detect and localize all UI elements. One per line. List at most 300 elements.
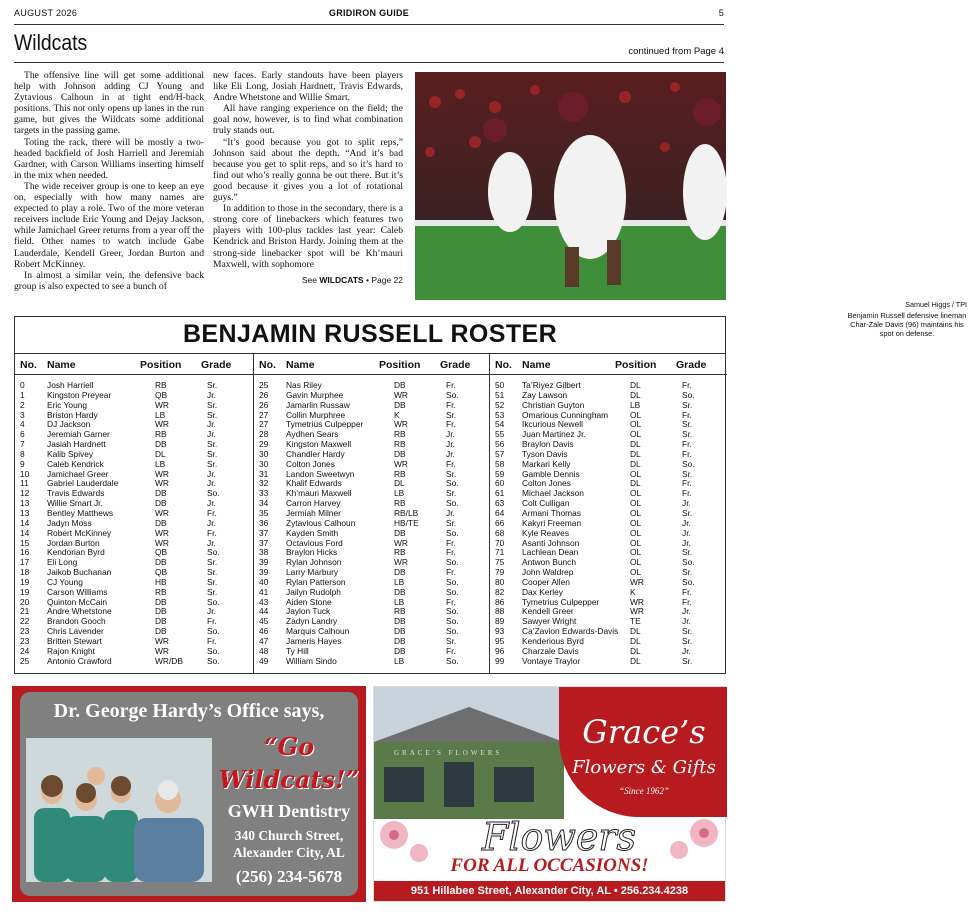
player-position: DL xyxy=(155,448,166,459)
player-number: 15 xyxy=(20,537,30,548)
player-number: 88 xyxy=(495,606,505,617)
player-position: WR xyxy=(155,419,169,430)
player-name: Brandon Gooch xyxy=(47,616,106,627)
player-number: 43 xyxy=(259,596,269,607)
player-position: DB xyxy=(155,616,167,627)
player-number: 80 xyxy=(495,576,505,587)
player-grade: Fr. xyxy=(682,586,692,597)
player-position: RB xyxy=(394,547,406,558)
florist-ad[interactable] xyxy=(373,686,726,902)
player-position: OL xyxy=(630,488,642,499)
player-name: Collin Murphree xyxy=(286,409,346,420)
player-name: Antwon Bunch xyxy=(522,557,577,568)
player-position: WR xyxy=(394,419,408,430)
player-name: Colt Culligan xyxy=(522,498,570,509)
player-name: Jamarlin Russaw xyxy=(286,399,350,410)
player-name: Kenderious Byrd xyxy=(522,635,584,646)
player-grade: So. xyxy=(682,458,695,469)
player-number: 9 xyxy=(20,458,25,469)
player-number: 41 xyxy=(259,586,269,597)
roster-rows xyxy=(15,381,253,666)
player-name: Chris Lavender xyxy=(47,626,104,637)
player-number: 93 xyxy=(495,626,505,637)
player-grade: Jr. xyxy=(207,478,216,489)
player-name: CJ Young xyxy=(47,576,83,587)
roster-header-row xyxy=(254,353,491,375)
player-name: Omarious Cunningham xyxy=(522,409,609,420)
player-position: RB xyxy=(155,586,167,597)
player-number: 99 xyxy=(495,655,505,666)
header-name: Name xyxy=(286,359,315,371)
player-grade: Sr. xyxy=(682,655,693,666)
player-position: WR xyxy=(630,596,644,607)
article-paragraph: In addition to those in the secondary, there is a strong core of linebackers which features two players with 100-plus tackles last year: Caleb Kendrick and Briston Hardy. Joining them at the strong-side linebacker spot will be Kh’mauri Maxwell, with sophomore xyxy=(213,203,403,270)
player-grade: Sr. xyxy=(446,409,457,420)
player-position: DB xyxy=(394,586,406,597)
player-name: Tymetrius Culpepper xyxy=(522,596,600,607)
player-name: Charzale Davis xyxy=(522,645,579,656)
player-number: 23 xyxy=(20,626,30,637)
header-no: No. xyxy=(259,359,276,371)
photo-caption-text: Benjamin Russell defensive lineman Char-Zale Davis (96) maintains his spot on defense. xyxy=(847,311,967,338)
player-grade: So. xyxy=(446,576,459,587)
player-grade: So. xyxy=(446,616,459,627)
player-grade: Fr. xyxy=(207,616,217,627)
roster-header-row xyxy=(490,353,727,375)
florist-since: “Since 1962” xyxy=(619,786,669,796)
player-number: 50 xyxy=(495,380,505,390)
player-position: LB xyxy=(630,399,641,410)
player-number: 71 xyxy=(495,547,505,558)
player-grade: Fr. xyxy=(682,448,692,459)
player-position: DL xyxy=(630,389,641,400)
header-grade: Grade xyxy=(440,359,471,371)
player-name: Briston Hardy xyxy=(47,409,98,420)
player-number: 54 xyxy=(495,419,505,430)
player-number: 52 xyxy=(495,399,505,410)
player-name: DJ Jackson xyxy=(47,419,91,430)
player-number: 21 xyxy=(20,606,30,617)
player-grade: So. xyxy=(682,576,695,587)
player-grade: Sr. xyxy=(682,567,693,578)
business-address xyxy=(216,827,362,861)
player-number: 68 xyxy=(495,527,505,538)
player-position: DB xyxy=(394,635,406,646)
player-name: Rajon Knight xyxy=(47,645,95,656)
header-rule xyxy=(14,24,724,25)
player-name: Kyle Reaves xyxy=(522,527,570,538)
player-number: 89 xyxy=(495,616,505,627)
player-position: LB xyxy=(394,655,405,666)
player-position: WR xyxy=(155,399,169,410)
player-position: DL xyxy=(394,478,405,489)
player-position: DL xyxy=(630,645,641,656)
header-no: No. xyxy=(20,359,37,371)
player-name: John Waldrep xyxy=(522,567,574,578)
player-number: 11 xyxy=(20,478,29,489)
player-name: Zay Lawson xyxy=(522,389,568,400)
page-number: 5 xyxy=(718,8,724,18)
player-name: Jadyn Moss xyxy=(47,517,92,528)
player-number: 53 xyxy=(495,409,505,420)
player-grade: Sr. xyxy=(682,507,693,518)
player-grade: Sr. xyxy=(446,635,457,646)
business-name: GWH Dentistry xyxy=(227,801,351,821)
player-name: Juan Martinez Jr. xyxy=(522,429,586,440)
player-name: Braylon Davis xyxy=(522,439,574,450)
player-name: Jordan Burton xyxy=(47,537,100,548)
publication-name: GRIDIRON GUIDE xyxy=(328,8,410,18)
player-position: WR xyxy=(155,527,169,538)
player-grade: So. xyxy=(446,586,459,597)
player-number: 47 xyxy=(259,635,269,646)
player-number: 31 xyxy=(259,468,269,479)
player-position: DB xyxy=(394,527,406,538)
player-grade: Sr. xyxy=(207,458,218,469)
player-grade: So. xyxy=(207,488,220,499)
player-position: DB xyxy=(155,498,167,509)
ad-headline: Dr. George Hardy’s Office says, xyxy=(53,700,325,722)
player-number: 0 xyxy=(20,380,25,390)
player-name: Cooper Allen xyxy=(522,576,570,587)
player-name: Kakyri Freeman xyxy=(522,517,582,528)
player-position: WR/DB xyxy=(155,655,183,666)
player-position: QB xyxy=(155,547,168,558)
player-name: Michael Jackson xyxy=(522,488,584,499)
page-header xyxy=(14,8,724,22)
continued-note: continued from Page 4 xyxy=(628,46,724,57)
player-grade: Sr. xyxy=(446,488,457,499)
player-grade: Sr. xyxy=(682,626,693,637)
player-position: OL xyxy=(630,527,642,538)
player-number: 34 xyxy=(259,498,269,509)
florist-subtitle: Flowers & Gifts xyxy=(572,757,716,778)
player-number: 37 xyxy=(259,527,269,538)
player-name: Braylon Hicks xyxy=(286,547,338,558)
player-grade: Fr. xyxy=(682,488,692,499)
player-position: K xyxy=(394,409,400,420)
player-position: DL xyxy=(630,478,641,489)
player-number: 57 xyxy=(495,448,505,459)
header-position: Position xyxy=(140,359,182,371)
player-position: OL xyxy=(630,567,642,578)
football-photo-art xyxy=(415,72,726,300)
player-number: 64 xyxy=(495,507,505,518)
player-grade: Fr. xyxy=(207,507,217,518)
player-number: 18 xyxy=(20,567,30,578)
florist-tagline: FOR ALL OCCASIONS! xyxy=(450,855,649,876)
player-position: WR xyxy=(155,478,169,489)
player-name: Bentley Matthews xyxy=(47,507,114,518)
player-grade: Fr. xyxy=(446,419,456,430)
player-grade: Jr. xyxy=(207,419,216,430)
player-name: Caleb Kendrick xyxy=(47,458,104,469)
staff-photo xyxy=(26,738,212,882)
player-grade: Sr. xyxy=(207,380,218,390)
player-name: Rylan Patterson xyxy=(286,576,346,587)
player-position: RB xyxy=(394,498,406,509)
player-grade: Sr. xyxy=(446,468,457,479)
player-name: Ikcurious Newell xyxy=(522,419,583,430)
player-grade: Sr. xyxy=(682,429,693,440)
player-position: DL xyxy=(630,380,641,390)
player-grade: Fr. xyxy=(446,645,456,656)
player-grade: So. xyxy=(446,606,459,617)
player-name: Sawyer Wright xyxy=(522,616,577,627)
player-name: Gavin Murphee xyxy=(286,389,344,400)
player-grade: So. xyxy=(207,596,220,607)
slogan-line-1: “Go xyxy=(263,732,315,761)
player-name: Antonio Crawford xyxy=(47,655,112,666)
player-grade: Sr. xyxy=(682,399,693,410)
player-grade: Fr. xyxy=(682,439,692,450)
player-name: Kalib Spivey xyxy=(47,448,94,459)
player-number: 33 xyxy=(259,488,269,499)
player-grade: So. xyxy=(446,389,459,400)
player-position: QB xyxy=(155,389,168,400)
roster-row xyxy=(15,657,253,667)
player-number: 10 xyxy=(20,468,30,479)
player-number: 45 xyxy=(259,616,269,627)
player-position: DL xyxy=(630,439,641,450)
article-column-1 xyxy=(14,70,204,292)
player-grade: So. xyxy=(446,655,459,666)
player-position: WR xyxy=(155,635,169,646)
player-name: Christian Guyton xyxy=(522,399,585,410)
player-number: 16 xyxy=(20,547,30,558)
player-name: Andre Whetstone xyxy=(47,606,112,617)
player-grade: Fr. xyxy=(682,409,692,420)
player-name: Gabriel Lauderdale xyxy=(47,478,119,489)
roster-column-2 xyxy=(253,353,491,673)
player-name: Armani Thomas xyxy=(522,507,581,518)
player-name: Khalif Edwards xyxy=(286,478,342,489)
player-number: 70 xyxy=(495,537,505,548)
player-position: TE xyxy=(630,616,641,627)
player-position: LB xyxy=(155,458,166,469)
jump-prefix: See xyxy=(301,274,317,285)
player-grade: Jr. xyxy=(207,537,216,548)
article-column-2 xyxy=(213,70,403,286)
player-name: Aiden Stone xyxy=(286,596,332,607)
player-name: Markari Kelly xyxy=(522,458,571,469)
player-number: 20 xyxy=(20,596,30,607)
player-name: Vontaye Traylor xyxy=(522,655,581,666)
player-position: DB xyxy=(394,626,406,637)
player-position: OL xyxy=(630,507,642,518)
player-position: HB xyxy=(155,576,167,587)
player-name: William Sindo xyxy=(286,655,337,666)
player-position: WR xyxy=(630,606,644,617)
player-grade: So. xyxy=(446,626,459,637)
player-position: OL xyxy=(630,498,642,509)
player-number: 40 xyxy=(259,576,269,587)
player-grade: Sr. xyxy=(207,586,218,597)
player-grade: Jr. xyxy=(682,537,691,548)
player-name: Kendell Greer xyxy=(522,606,574,617)
player-name: Jaikob Buchanan xyxy=(47,567,112,578)
player-name: Zytavious Calhoun xyxy=(286,517,356,528)
player-position: DB xyxy=(155,439,167,450)
slogan-line-2: Wildcats!” xyxy=(218,765,360,794)
player-grade: So. xyxy=(207,655,220,666)
player-name: Willie Smart Jr. xyxy=(47,498,103,509)
player-grade: Jr. xyxy=(682,527,691,538)
player-grade: Fr. xyxy=(446,567,456,578)
player-position: DB xyxy=(155,557,167,568)
header-name: Name xyxy=(522,359,551,371)
player-name: Rylan Johnson xyxy=(286,557,342,568)
player-position: DL xyxy=(630,655,641,666)
player-number: 82 xyxy=(495,586,505,597)
ad-slogan xyxy=(216,730,362,796)
roster-table xyxy=(14,316,726,674)
player-number: 19 xyxy=(20,576,30,587)
header-no: No. xyxy=(495,359,512,371)
player-grade: Jr. xyxy=(207,429,216,440)
player-position: DL xyxy=(630,626,641,637)
player-name: Dax Kerley xyxy=(522,586,563,597)
player-number: 35 xyxy=(259,507,269,518)
player-name: Kayden Smith xyxy=(286,527,339,538)
player-position: DB xyxy=(394,399,406,410)
florist-brand-panel xyxy=(559,687,727,817)
roster-title: BENJAMIN RUSSELL ROSTER xyxy=(182,320,558,348)
player-name: Ca’Zavion Edwards-Davis xyxy=(522,626,619,637)
article-paragraph: The offensive line will get some additional help with Johnson adding CJ Young and Zytavious Calhoun in at tight end/H-back positions. This not only opens up lanes in the run game, but gives the Wildcats some additional targets in the passing game. xyxy=(14,70,204,137)
player-position: DL xyxy=(630,458,641,469)
player-position: RB xyxy=(394,468,406,479)
roster-header-row xyxy=(15,353,253,375)
player-position: DB xyxy=(394,567,406,578)
header-name: Name xyxy=(47,359,76,371)
player-number: 24 xyxy=(20,645,30,656)
player-name: Eric Young xyxy=(47,399,88,410)
player-name: Ta’Riyez Gilbert xyxy=(522,380,581,390)
player-position: LB xyxy=(155,409,166,420)
player-name: Kingston Maxwell xyxy=(286,439,352,450)
player-grade: Sr. xyxy=(207,557,218,568)
player-name: Jailyn Rudolph xyxy=(286,586,341,597)
player-number: 36 xyxy=(259,517,269,528)
player-position: OL xyxy=(630,419,642,430)
player-position: OL xyxy=(630,409,642,420)
player-grade: So. xyxy=(682,389,695,400)
jump-line[interactable] xyxy=(213,275,403,286)
player-grade: Sr. xyxy=(207,409,218,420)
player-name: Larry Marbury xyxy=(286,567,339,578)
player-position: K xyxy=(630,586,636,597)
storefront-photo xyxy=(374,687,564,819)
player-grade: Sr. xyxy=(207,399,218,410)
player-grade: Sr. xyxy=(682,419,693,430)
player-number: 6 xyxy=(20,429,25,440)
player-grade: Jr. xyxy=(682,645,691,656)
article-paragraph: In almost a similar vein, the defensive back group is also expected to see a bunch of xyxy=(14,269,204,292)
player-grade: Jr. xyxy=(682,517,691,528)
player-name: Eli Long xyxy=(47,557,78,568)
player-number: 29 xyxy=(259,439,269,450)
player-number: 17 xyxy=(20,557,30,568)
player-grade: So. xyxy=(207,626,220,637)
player-grade: Fr. xyxy=(446,596,456,607)
player-number: 27 xyxy=(259,419,269,430)
photo-caption xyxy=(843,297,971,341)
player-grade: Fr. xyxy=(682,596,692,607)
player-position: RB xyxy=(155,429,167,440)
player-number: 1 xyxy=(20,389,25,400)
player-position: DB xyxy=(155,626,167,637)
player-position: WR xyxy=(155,645,169,656)
player-name: Octavious Ford xyxy=(286,537,343,548)
player-grade: Sr. xyxy=(207,567,218,578)
player-grade: Sr. xyxy=(446,517,457,528)
player-position: LB xyxy=(394,576,405,587)
article-paragraph: “It’s good because you got to split reps,” Johnson said about the depth. “And it’s bad because you get to split reps, and so it’s hard to find out who’s really gonna be out there. But it’s good because it gives you a lot of rotational guys.” xyxy=(213,136,403,204)
header-grade: Grade xyxy=(676,359,707,371)
player-position: WR xyxy=(155,537,169,548)
player-name: Jamichael Greer xyxy=(47,468,109,479)
player-position: RB xyxy=(394,606,406,617)
player-number: 13 xyxy=(20,507,30,518)
player-position: DL xyxy=(630,448,641,459)
player-name: Nas Riley xyxy=(286,380,322,390)
player-position: WR xyxy=(394,458,408,469)
player-position: DB xyxy=(394,645,406,656)
player-name: Ty Hill xyxy=(286,645,309,656)
photo-credit: Samuel Higgs / TPI xyxy=(905,300,967,309)
player-number: 30 xyxy=(259,458,269,469)
player-position: WR xyxy=(394,537,408,548)
player-position: OL xyxy=(630,557,642,568)
staff-photo-art xyxy=(26,738,212,882)
player-number: 44 xyxy=(259,606,269,617)
player-number: 2 xyxy=(20,399,25,410)
player-grade: So. xyxy=(682,557,695,568)
player-name: Jasiah Hardnett xyxy=(47,439,106,450)
player-grade: Jr. xyxy=(682,498,691,509)
player-number: 25 xyxy=(20,655,30,666)
player-name: Jeremiah Garner xyxy=(47,429,110,440)
player-name: Kingston Preyear xyxy=(47,389,112,400)
player-name: Robert McKinney xyxy=(47,527,112,538)
player-number: 14 xyxy=(20,527,30,538)
player-grade: Sr. xyxy=(207,576,218,587)
football-photo xyxy=(415,72,967,338)
header-position: Position xyxy=(379,359,421,371)
player-name: Marquis Calhoun xyxy=(286,626,350,637)
player-name: Aydhen Sears xyxy=(286,429,339,440)
roster-rows xyxy=(490,381,727,666)
player-number: 95 xyxy=(495,635,505,646)
player-number: 49 xyxy=(259,655,269,666)
player-number: 7 xyxy=(20,439,25,450)
player-name: Tymetrius Culpepper xyxy=(286,419,364,430)
player-number: 13 xyxy=(20,498,30,509)
player-grade: Fr. xyxy=(682,478,692,489)
jump-keyword: WILDCATS xyxy=(319,274,364,285)
player-position: DB xyxy=(394,448,406,459)
address-street: 340 Church Street, xyxy=(234,828,344,843)
dentistry-ad[interactable] xyxy=(12,686,366,902)
player-name: Travis Edwards xyxy=(47,488,105,499)
player-grade: So. xyxy=(446,557,459,568)
player-position: DB xyxy=(155,488,167,499)
header-position: Position xyxy=(615,359,657,371)
player-position: OL xyxy=(630,537,642,548)
store-sign: GRACE'S FLOWERS xyxy=(394,749,503,757)
player-number: 23 xyxy=(20,635,30,646)
